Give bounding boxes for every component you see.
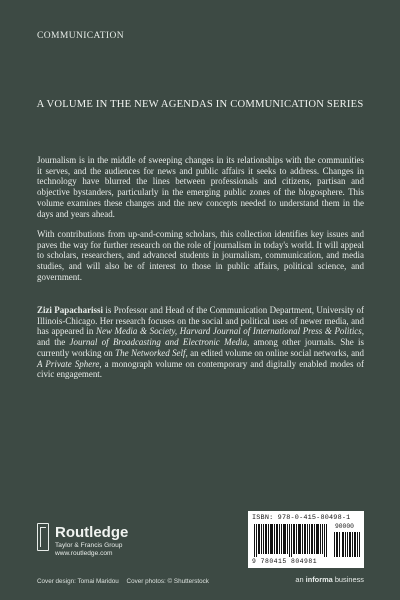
informa-brand: informa [305,575,333,584]
description-paragraph-2: With contributions from up-and-coming scholars, this collection identifies key issues and paves the way for further research on the role of journalism in today's world. It will appeal to scholars, researchers, and advanced students in journalism, communication, and media studies, and will also be of interest to those in public affairs, political science, and government. [37,229,364,282]
bio-text: is Professor and Head of the Communication Department, University of Illinois-Chicago. Her research focuses on the social and political uses of newer media, and has appeared in [37,305,364,337]
bio-text: , a monograph volume on contemporary and digitally enabled modes of civic engagement. [37,358,364,380]
description-paragraph-1: Journalism is in the middle of sweeping changes in its relationships with the communities it serves, and the audiences for news and public affairs it seeks to address. Changes in technology have blurred the lines between professionals and citizens, partisan and objective bystanders, particularly in the emerging public zones of the blogosphere. This volume examines these changes and the new concepts needed to understand them in the days and years ahead. [37,155,364,219]
publisher-group: Taylor & Francis Group [55,542,123,549]
cover-credits [37,578,209,585]
category-label: COMMUNICATION [37,31,125,41]
addon-barcode-icon [334,532,360,557]
informa-business-line [295,575,364,584]
bio-text: , an edited volume on online social networks, and [185,347,364,358]
cover-design-credit: Cover design: Tomai Maridou [37,578,119,585]
bio-text: , and the [37,326,364,348]
bio-journals-1: New Media & Society, Harvard Journal of International Press & Politics [96,326,362,337]
bio-book-2: A Private Sphere [37,358,100,369]
author-name: Zizi Papacharissi [37,305,103,315]
bio-book-1: The Networked Self [115,347,186,358]
barcode-box [248,511,364,568]
barcode-icon [254,524,328,557]
price-code: 90000 [335,523,354,530]
routledge-logo-icon [37,523,49,551]
publisher-logo [37,523,129,557]
informa-suffix: business [332,575,364,584]
series-line: A VOLUME IN THE NEW AGENDAS IN COMMUNICATION SERIES [36,99,364,110]
ean-number: 9 780415 804981 [252,558,318,565]
publisher-url: www.routledge.com [55,550,113,557]
bio-journals-2: Journal of Broadcasting and Electronic Media [69,337,247,348]
author-bio [37,305,364,380]
isbn-label: ISBN: 978-0-415-80498-1 [252,514,351,522]
bio-text: , among other journals. She is currently working on [37,337,364,358]
publisher-name: Routledge [55,524,129,541]
informa-prefix: an [295,575,306,584]
cover-photo-credit: Cover photos: © Shutterstock [126,578,209,585]
